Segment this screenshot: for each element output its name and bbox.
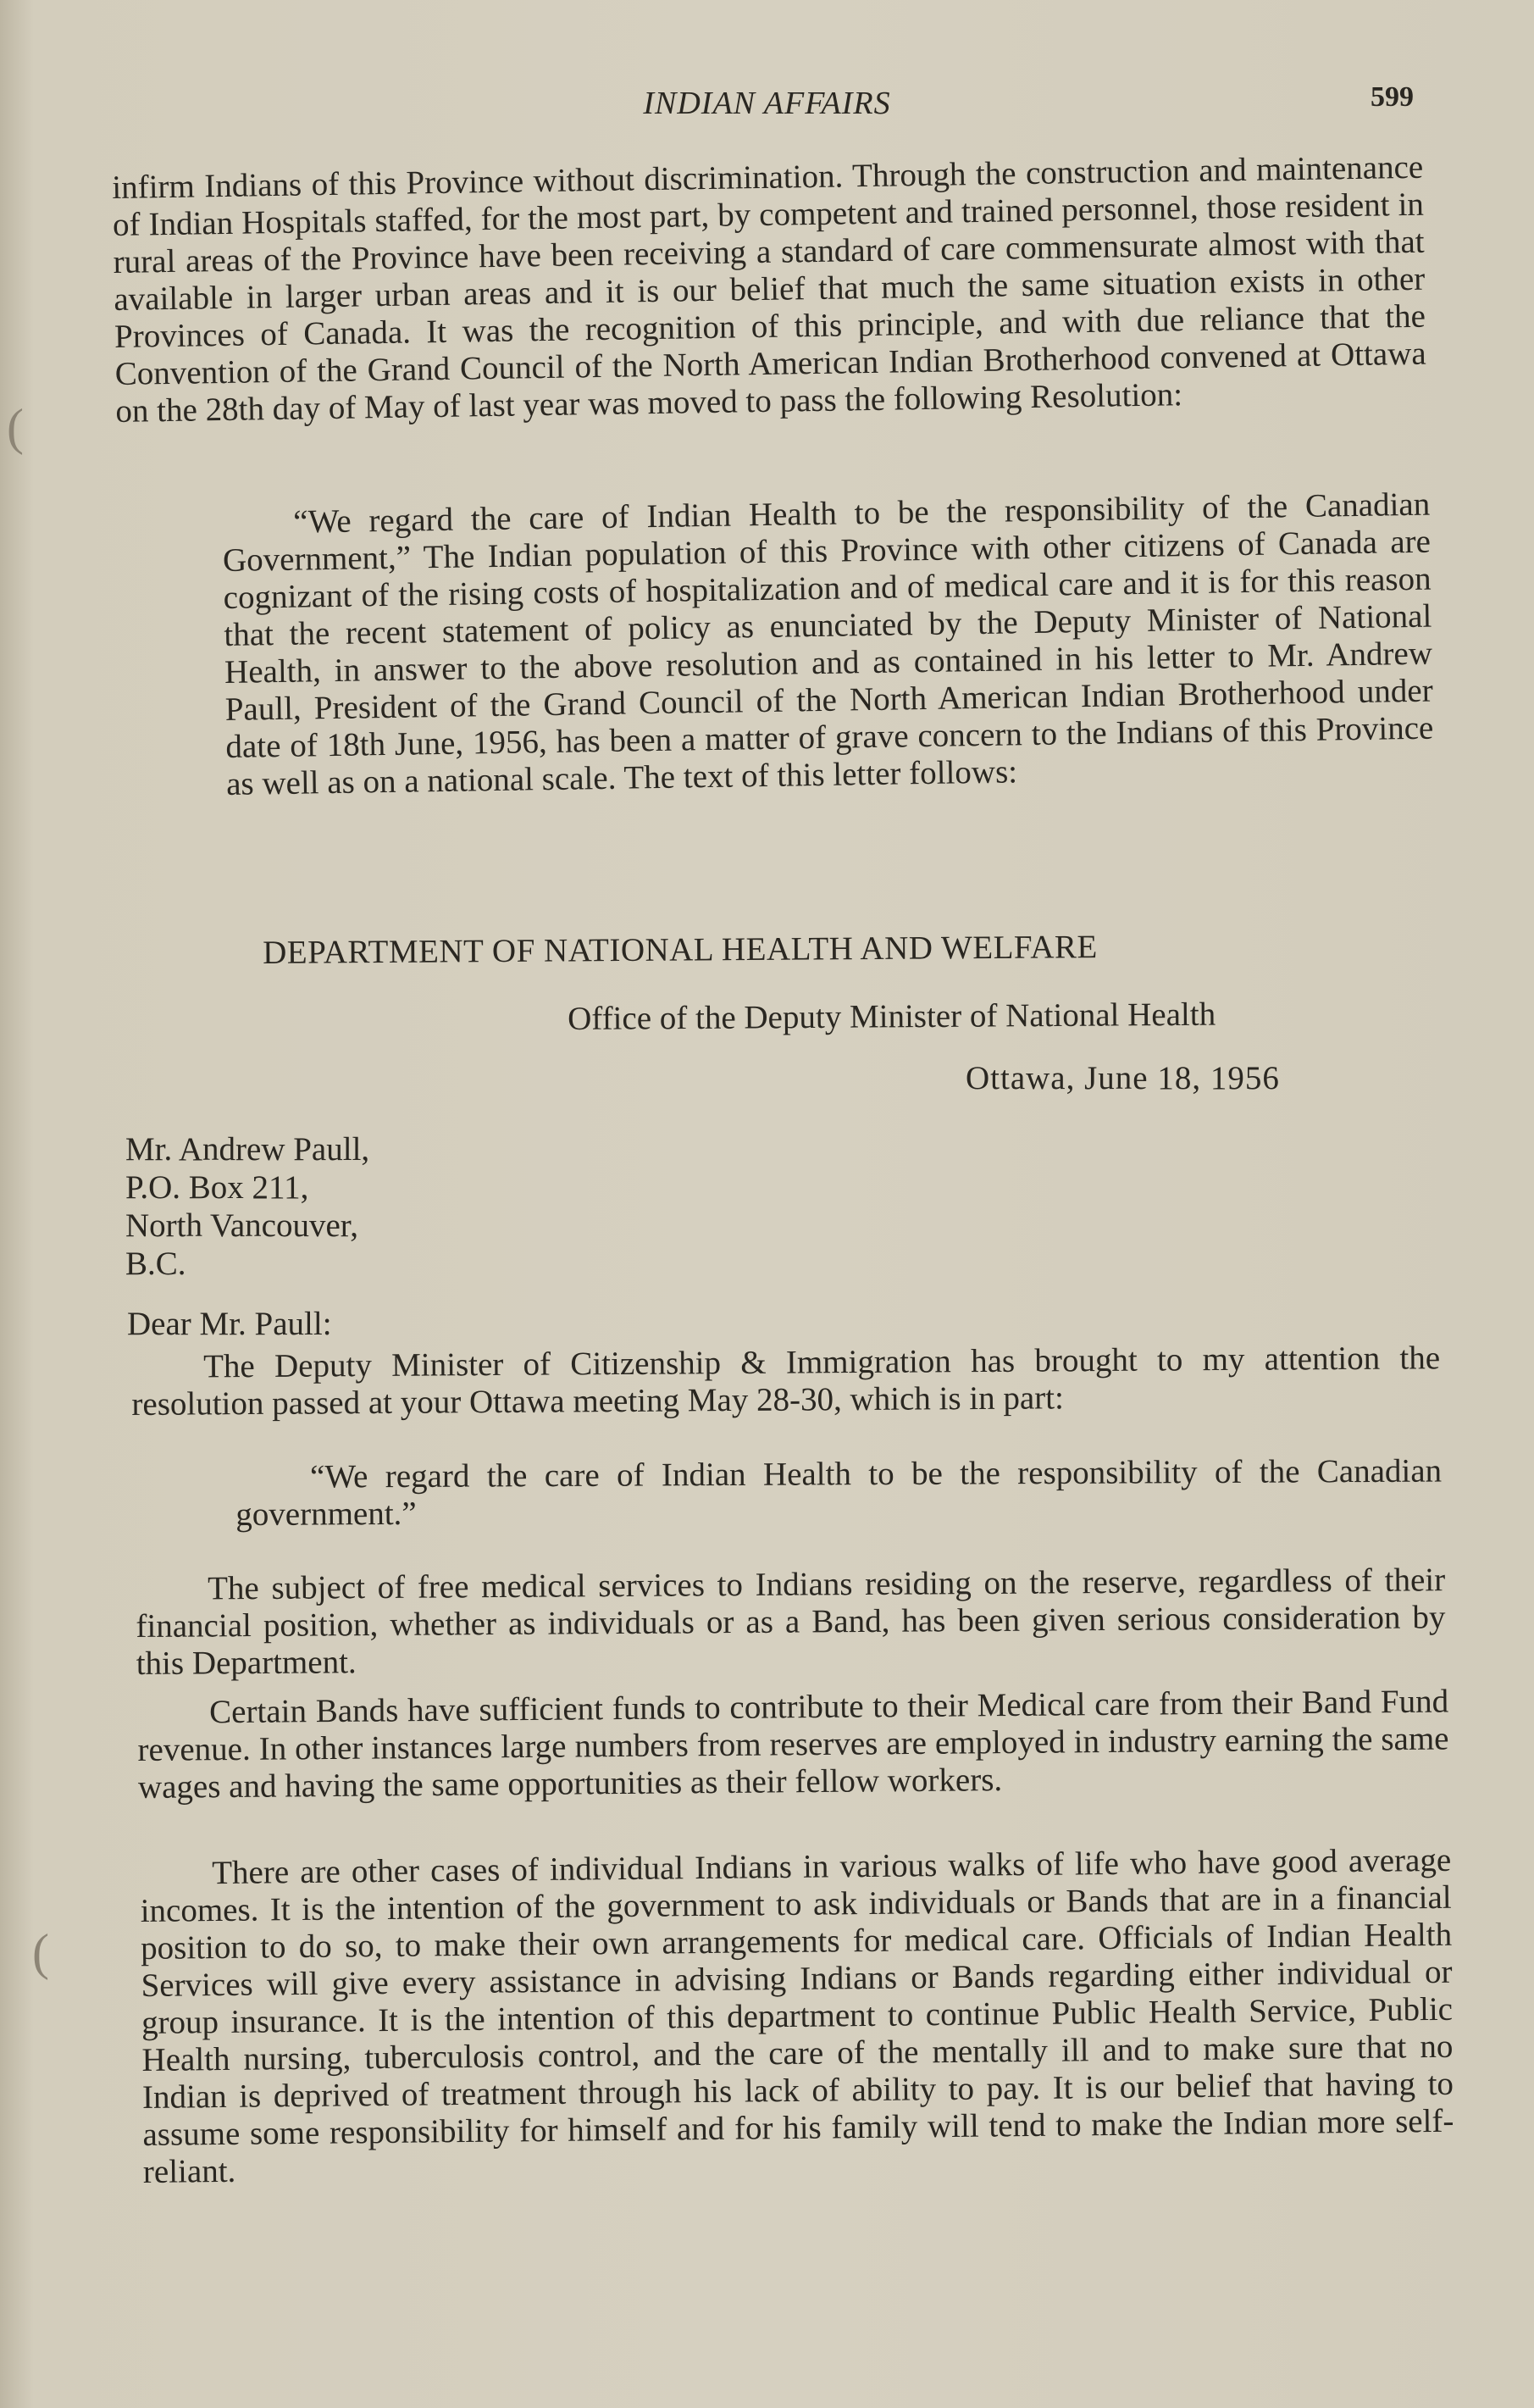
address-line: B.C. <box>125 1246 186 1282</box>
intro-paragraph <box>112 149 1427 430</box>
intro-text: infirm Indians of this Province without discrimination. Through the construction and maintenance of Indian Hospitals staffed, for the most part, by competent and trained personnel, those resident in rural areas of the Province have been receiving a standard of care commensurate almost with that available in larger urban areas and it is our belief that much the same situation exists in other Provinces of Canada. It was the recognition of this principle, and with due reliance that the Convention of the Grand Council of the North American Indian Brotherhood convened at Ottawa on the 28th day of May of last year was moved to pass the following Resolution: <box>112 148 1426 430</box>
letter-paragraph-text: The Deputy Minister of Citizenship & Immigration has brought to my attention the resolution passed at your Ottawa meeting May 28-30, which is in part: <box>131 1340 1441 1423</box>
resolution-paragraph <box>222 486 1434 803</box>
letter-paragraph <box>137 1683 1449 1806</box>
address-line: North Vancouver, <box>125 1207 358 1244</box>
salutation: Dear Mr. Paull: <box>127 1306 332 1342</box>
address-line: Mr. Andrew Paull, <box>125 1131 370 1168</box>
department-heading: DEPARTMENT OF NATIONAL HEALTH AND WELFARE <box>263 929 1098 971</box>
letter-paragraph-text: The subject of free medical services to Indians residing on the reserve, regardless of their financial position, whether as individuals or as a Band, has been given serious consideration by this Department. <box>136 1562 1446 1682</box>
office-line: Office of the Deputy Minister of National Health <box>568 996 1216 1037</box>
letter-quote-text: “We regard the care of Indian Health to be the responsibility of the Canadian government.” <box>235 1452 1443 1533</box>
running-header: INDIAN AFFAIRS <box>643 86 891 121</box>
letter-paragraph <box>140 1842 1454 2191</box>
binding-hole-mark: ( <box>7 399 24 455</box>
letter-paragraph <box>131 1340 1441 1423</box>
letter-paragraph-text: There are other cases of individual Indians in various walks of life who have good average incomes. It is the intention of the government to ask individuals or Bands that are in a financial position to do so, to make their own arrangements for medical care. Officials of Indian Health Services will give every assistance in advising Indians or Bands regarding either individual or group insurance. It is the intention of this department to continue Public Health Service, Public Health nursing, tuberculosis control, and the care of the mentally ill and to make sure that no Indian is deprived of treatment through his lack of ability to pay. It is our belief that having to assume some responsibility for himself and for his family will tend to make the Indian more self-reliant. <box>140 1841 1454 2190</box>
resolution-text: “We regard the care of Indian Health to be the responsibility of the Canadian Government,” The Indian population of this Province with other citizens of Canada are cognizant of the rising costs of hospitalization and of medical care and it is for this reason that the recent statement of policy as enunciated by the Deputy Minister of National Health, in answer to the above resolution and as contained in his letter to Mr. Andrew Paull, President of the Grand Council of the North American Indian Brotherhood under date of 18th June, 1956, has been a matter of grave concern to the Indians of this Province as well as on a national scale. The text of this letter follows: <box>222 485 1434 802</box>
binding-hole-mark: ( <box>32 1924 49 1980</box>
letter-paragraph <box>136 1562 1446 1683</box>
page-number: 599 <box>1371 81 1414 113</box>
address-line: P.O. Box 211, <box>125 1169 309 1206</box>
letter-paragraph-text: Certain Bands have sufficient funds to contribute to their Medical care from their Band Fund revenue. In other instances large numbers from reserves are employed in industry earning the same wages and having the same opportunities as their fellow workers. <box>137 1683 1449 1806</box>
recipient-address <box>125 1130 369 1283</box>
letter-quote <box>235 1453 1442 1534</box>
letter-date: Ottawa, June 18, 1956 <box>966 1060 1280 1096</box>
